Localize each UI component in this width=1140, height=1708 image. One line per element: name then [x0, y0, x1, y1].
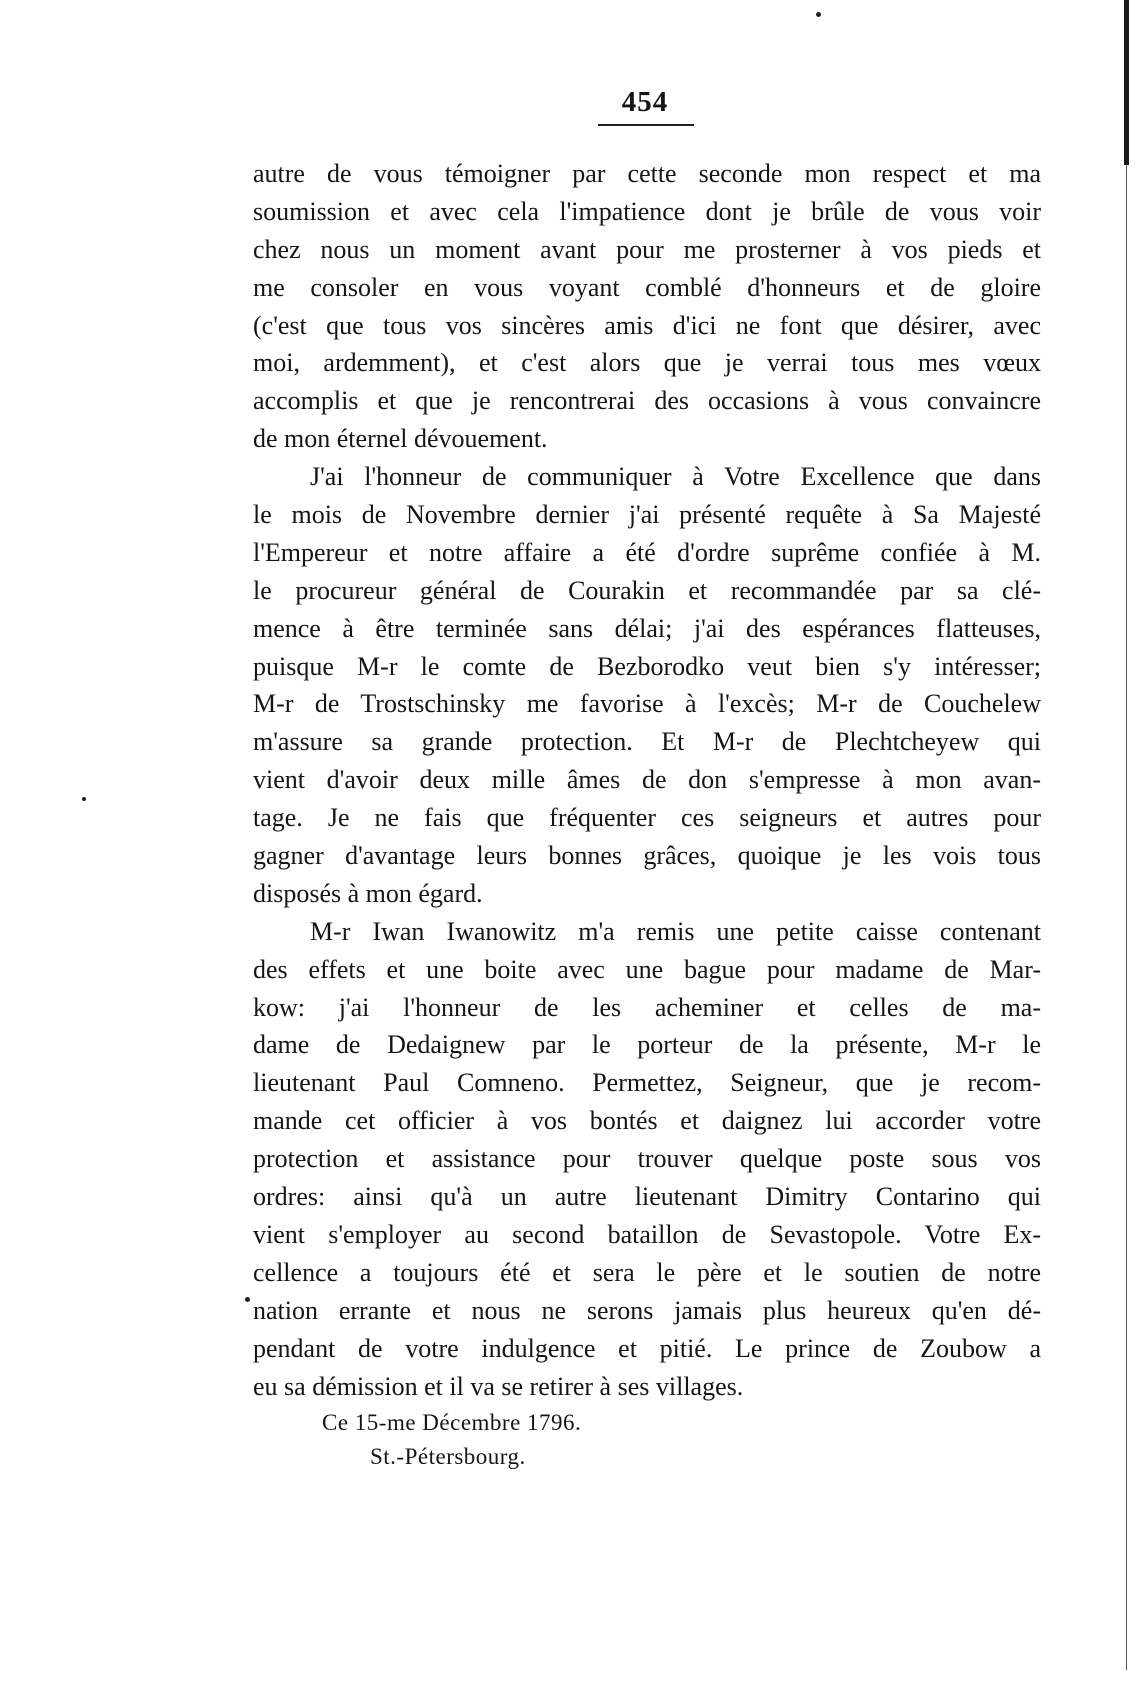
text-line: mence à être terminée sans délai; j'ai des espérances flatteuses,	[253, 613, 1041, 643]
text-line: lieutenant Paul Comneno. Permettez, Seigneur, que je recom-	[253, 1068, 1041, 1098]
text-line: accomplis et que je rencontrerai des occasions à vous convaincre	[253, 386, 1041, 416]
text-line: le mois de Novembre dernier j'ai présenté requête à Sa Majesté	[253, 500, 1041, 530]
text-line: soumission et avec cela l'impatience dont je brûle de vous voir	[253, 196, 1041, 226]
scan-speck	[816, 12, 821, 17]
text-line: pendant de votre indulgence et pitié. Le prince de Zoubow a	[253, 1333, 1041, 1363]
text-line: kow: j'ai l'honneur de les acheminer et celles de ma-	[253, 992, 1041, 1022]
text-line: des effets et une boite avec une bague pour madame de Mar-	[253, 954, 1041, 984]
text-line: gagner d'avantage leurs bonnes grâces, quoique je les vois tous	[253, 841, 1041, 871]
text-line: disposés à mon égard.	[253, 878, 483, 908]
page-number-rule	[598, 124, 694, 126]
page-number: 454	[621, 86, 669, 118]
text-line: M-r Iwan Iwanowitz m'a remis une petite caisse contenant	[310, 916, 1041, 946]
signature-date: Ce 15-me Décembre 1796.	[322, 1410, 582, 1435]
signature-place: St.-Pétersbourg.	[370, 1444, 526, 1469]
text-line: protection et assistance pour trouver quelque poste sous vos	[253, 1144, 1041, 1174]
text-line: l'Empereur et notre affaire a été d'ordre suprême confiée à M.	[253, 537, 1041, 567]
text-line: autre de vous témoigner par cette seconde mon respect et ma	[253, 159, 1041, 188]
page-edge-line	[1126, 165, 1127, 1670]
text-line: mande cet officier à vos bontés et daignez lui accorder votre	[253, 1106, 1041, 1136]
text-line: M-r de Trostschinsky me favorise à l'excès; M-r de Couchelew	[253, 689, 1041, 719]
text-line: m'assure sa grande protection. Et M-r de Plechtcheyew qui	[253, 727, 1041, 757]
text-line: me consoler en vous voyant comblé d'honneurs et de gloire	[253, 272, 1041, 302]
text-line: vient d'avoir deux mille âmes de don s'empresse à mon avan-	[253, 765, 1041, 795]
text-line: moi, ardemment), et c'est alors que je verrai tous mes vœux	[253, 348, 1041, 378]
scan-speck	[245, 1297, 250, 1302]
text-line: le procureur général de Courakin et recommandée par sa clé-	[253, 575, 1041, 605]
page-edge-shadow	[1124, 0, 1129, 165]
text-line: eu sa démission et il va se retirer à ses villages.	[253, 1371, 744, 1401]
text-line: dame de Dedaignew par le porteur de la présente, M-r le	[253, 1030, 1041, 1060]
text-line: vient s'employer au second bataillon de Sevastopole. Votre Ex-	[253, 1219, 1041, 1249]
text-line: tage. Je ne fais que fréquenter ces seigneurs et autres pour	[253, 803, 1041, 833]
text-line: (c'est que tous vos sincères amis d'ici ne font que désirer, avec	[253, 310, 1041, 340]
scan-speck	[82, 797, 86, 801]
text-line: cellence a toujours été et sera le père et le soutien de notre	[253, 1257, 1041, 1287]
text-line: chez nous un moment avant pour me prosterner à vos pieds et	[253, 234, 1041, 264]
text-line: de mon éternel dévouement.	[253, 424, 548, 454]
text-line: puisque M-r le comte de Bezborodko veut bien s'y intéresser;	[253, 651, 1041, 681]
text-line: J'ai l'honneur de communiquer à Votre Excellence que dans	[310, 462, 1041, 492]
letter-body	[253, 155, 1041, 1405]
text-line: ordres: ainsi qu'à un autre lieutenant Dimitry Contarino qui	[253, 1182, 1041, 1212]
text-line: nation errante et nous ne serons jamais plus heureux qu'en dé-	[253, 1295, 1041, 1325]
